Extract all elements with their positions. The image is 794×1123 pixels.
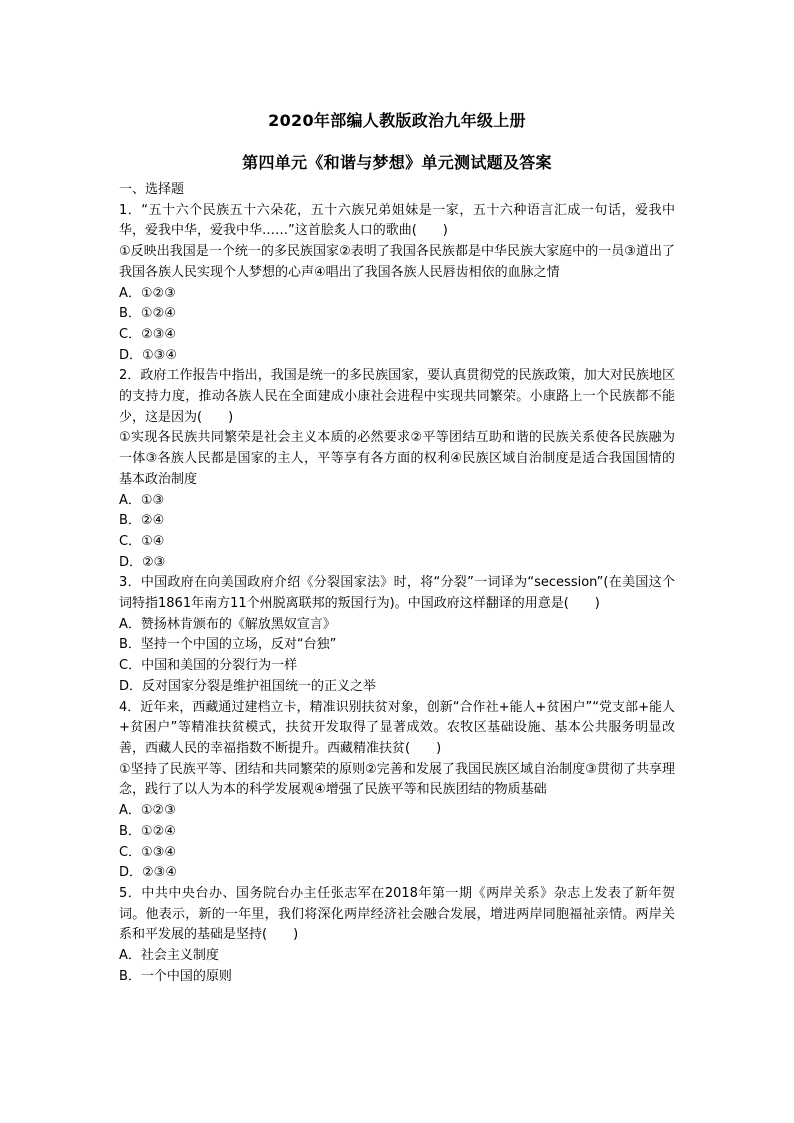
question-3-option-c: C．中国和美国的分裂行为一样: [119, 658, 298, 674]
question-2-option-b: B．②④: [119, 513, 165, 529]
question-1-option-b: B．①②④: [119, 306, 176, 322]
question-2-statements: ①实现各民族共同繁荣是社会主义本质的必然要求②平等团结互助和谐的民族关系使各民族融为一体③各族人民都是国家的主人，平等享有各方面的权利④民族区域自治制度是适合我国国情的基本政治制度: [119, 430, 675, 487]
question-2-option-a: A．①③: [119, 492, 165, 508]
question-1-option-c: C．②③④: [119, 326, 177, 342]
question-4-option-a: A．①②③: [119, 803, 176, 819]
document-body: [119, 180, 675, 987]
question-1-option-d: D．①③④: [119, 347, 177, 363]
question-4-statements: ①坚持了民族平等、团结和共同繁荣的原则②完善和发展了我国民族区域自治制度③贯彻了共享理念，践行了以人为本的科学发展观④增强了民族平等和民族团结的物质基础: [119, 761, 675, 798]
question-1-option-a: A．①②③: [119, 285, 176, 301]
question-2-option-d: D．②③: [119, 554, 166, 570]
question-4-option-c: C．①③④: [119, 844, 177, 860]
section-heading: 一、选择题: [119, 182, 185, 197]
question-3-option-a: A．赞扬林肯颁布的《解放黑奴宣言》: [119, 616, 336, 632]
question-2-stem: 2．政府工作报告中指出，我国是统一的多民族国家，要认真贯彻党的民族政策，加大对民族地区的支持力度，推动各族人民在全面建成小康社会进程中实现共同繁荣。小康路上一个民族都不能少，这是因为( ): [119, 368, 675, 425]
question-5-option-a: A．社会主义制度: [119, 948, 219, 964]
question-5-option-b: B．一个中国的原则: [119, 968, 232, 984]
question-1-statements: ①反映出我国是一个统一的多民族国家②表明了我国各民族都是中华民族大家庭中的一员③道出了我国各族人民实现个人梦想的心声④唱出了我国各族人民唇齿相依的血脉之情: [119, 244, 675, 280]
question-4-option-d: D．②③④: [119, 865, 177, 881]
question-4-option-b: B．①②④: [119, 823, 176, 839]
question-2-option-c: C．①④: [119, 533, 165, 549]
question-4-stem: 4．近年来，西藏通过建档立卡，精准识别扶贫对象，创新“合作社+能人+贫困户”“党支部+能人+贫困户”等精准扶贫模式，扶贫开发取得了显著成效。农牧区基础设施、基本公共服务明显改善，西藏人民的幸福指数不断提升。西藏精准扶贫( ): [119, 699, 675, 756]
document-title: 2020年部编人教版政治九年级上册: [268, 111, 526, 130]
question-1-stem: 1．“五十六个民族五十六朵花，五十六族兄弟姐妹是一家，五十六种语言汇成一句话，爱我中华，爱我中华，爱我中华……”这首脍炙人口的歌曲( ): [119, 202, 675, 239]
question-3-option-d: D．反对国家分裂是维护祖国统一的正义之举: [119, 678, 377, 694]
question-3-stem: 3．中国政府在向美国政府介绍《分裂国家法》时，将“分裂”一词译为“secession”(在美国这个词特指1861年南方11个州脱离联邦的叛国行为)。中国政府这样翻译的用意是( ): [119, 575, 675, 612]
question-5-stem: 5．中共中央台办、国务院台办主任张志军在2018年第一期《两岸关系》杂志上发表了新年贺词。他表示，新的一年里，我们将深化两岸经济社会融合发展，增进两岸同胞福祉亲情。两岸关系和平发展的基础是坚持( ): [119, 885, 675, 943]
document-subtitle: 第四单元《和谐与梦想》单元测试题及答案: [242, 153, 552, 172]
question-3-option-b: B．坚持一个中国的立场，反对“台独”: [119, 637, 337, 653]
